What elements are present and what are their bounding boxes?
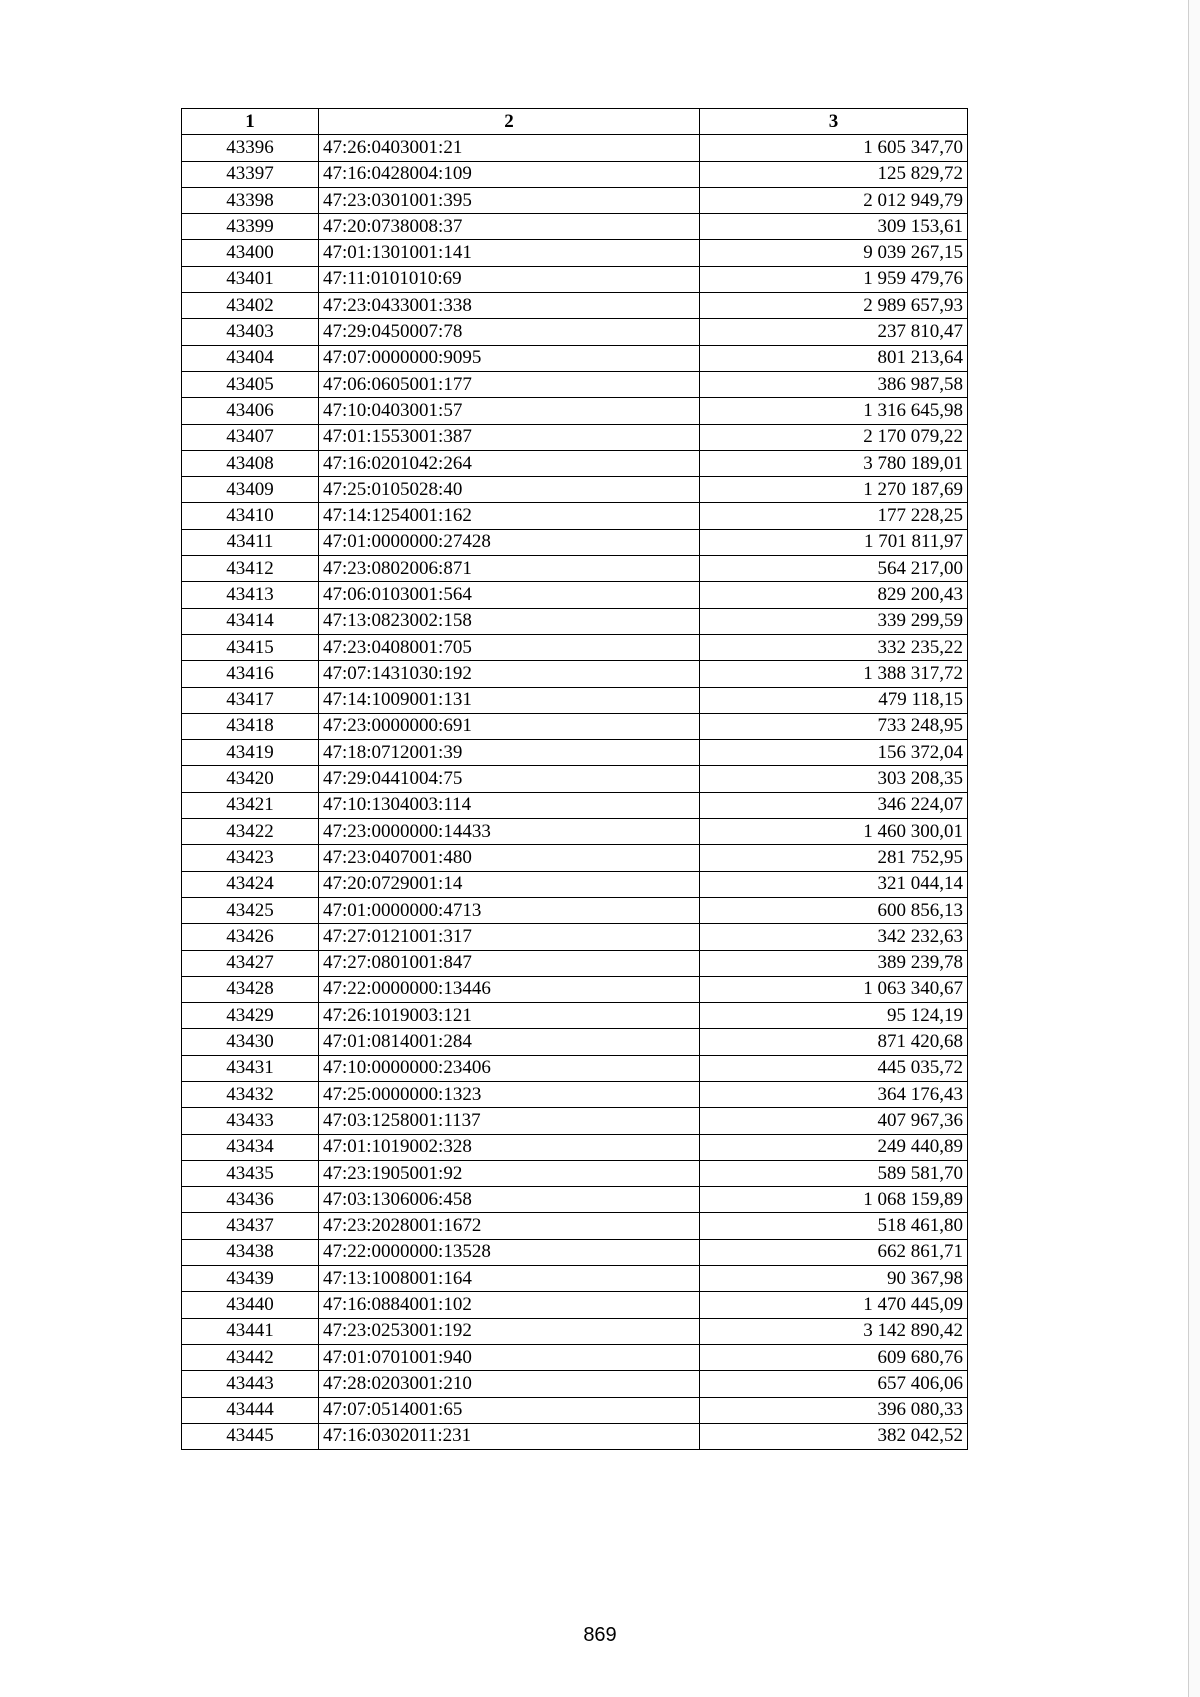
cadastral-value-cell: 2 012 949,79	[700, 187, 968, 213]
row-number-cell: 43432	[182, 1081, 319, 1107]
cadastral-number-cell: 47:23:0000000:691	[319, 713, 700, 739]
table-row	[182, 582, 968, 608]
cadastral-number-cell: 47:23:0408001:705	[319, 634, 700, 660]
table-row	[182, 477, 968, 503]
cadastral-value-cell: 600 856,13	[700, 897, 968, 923]
cadastral-value-cell: 829 200,43	[700, 582, 968, 608]
cadastral-value-cell: 309 153,61	[700, 214, 968, 240]
cadastral-value-cell: 9 039 267,15	[700, 240, 968, 266]
row-number-cell: 43433	[182, 1108, 319, 1134]
cadastral-value-cell: 871 420,68	[700, 1029, 968, 1055]
row-number-cell: 43399	[182, 214, 319, 240]
cadastral-value-cell: 342 232,63	[700, 924, 968, 950]
cadastral-number-cell: 47:10:0000000:23406	[319, 1055, 700, 1081]
cadastral-value-cell: 237 810,47	[700, 319, 968, 345]
cadastral-value-cell: 2 989 657,93	[700, 293, 968, 319]
row-number-cell: 43435	[182, 1160, 319, 1186]
table-row	[182, 740, 968, 766]
table-row	[182, 1055, 968, 1081]
cadastral-number-cell: 47:27:0121001:317	[319, 924, 700, 950]
cadastral-value-cell: 321 044,14	[700, 871, 968, 897]
cadastral-value-cell: 382 042,52	[700, 1423, 968, 1449]
row-number-cell: 43397	[182, 161, 319, 187]
table-row	[182, 871, 968, 897]
table-row	[182, 845, 968, 871]
row-number-cell: 43413	[182, 582, 319, 608]
row-number-cell: 43440	[182, 1292, 319, 1318]
table-body	[182, 135, 968, 1450]
cadastral-number-cell: 47:25:0105028:40	[319, 477, 700, 503]
page-edge	[1188, 0, 1200, 1697]
row-number-cell: 43419	[182, 740, 319, 766]
table-row	[182, 135, 968, 161]
row-number-cell: 43434	[182, 1134, 319, 1160]
table-row	[182, 1187, 968, 1213]
row-number-cell: 43396	[182, 135, 319, 161]
cadastral-value-cell: 801 213,64	[700, 345, 968, 371]
row-number-cell: 43443	[182, 1371, 319, 1397]
cadastral-value-cell: 1 270 187,69	[700, 477, 968, 503]
table-row	[182, 556, 968, 582]
cadastral-number-cell: 47:01:0000000:27428	[319, 529, 700, 555]
row-number-cell: 43439	[182, 1266, 319, 1292]
table-row	[182, 529, 968, 555]
table-row	[182, 1423, 968, 1449]
row-number-cell: 43411	[182, 529, 319, 555]
table-row	[182, 187, 968, 213]
cadastral-value-cell: 1 605 347,70	[700, 135, 968, 161]
row-number-cell: 43408	[182, 450, 319, 476]
table-row	[182, 661, 968, 687]
cadastral-number-cell: 47:29:0450007:78	[319, 319, 700, 345]
row-number-cell: 43403	[182, 319, 319, 345]
row-number-cell: 43416	[182, 661, 319, 687]
table-row	[182, 266, 968, 292]
row-number-cell: 43438	[182, 1239, 319, 1265]
row-number-cell: 43398	[182, 187, 319, 213]
table-row	[182, 424, 968, 450]
table-row	[182, 1029, 968, 1055]
table-row	[182, 766, 968, 792]
cadastral-value-cell: 3 142 890,42	[700, 1318, 968, 1344]
row-number-cell: 43401	[182, 266, 319, 292]
table-row	[182, 319, 968, 345]
row-number-cell: 43410	[182, 503, 319, 529]
cadastral-value-cell: 386 987,58	[700, 371, 968, 397]
table-row	[182, 1239, 968, 1265]
row-number-cell: 43445	[182, 1423, 319, 1449]
table-row	[182, 1344, 968, 1370]
cadastral-number-cell: 47:16:0428004:109	[319, 161, 700, 187]
cadastral-value-table	[181, 108, 968, 1450]
table-row	[182, 713, 968, 739]
row-number-cell: 43428	[182, 976, 319, 1002]
cadastral-number-cell: 47:03:1306006:458	[319, 1187, 700, 1213]
table-row	[182, 1213, 968, 1239]
table-row	[182, 687, 968, 713]
cadastral-number-cell: 47:27:0801001:847	[319, 950, 700, 976]
column-header-value: 3	[700, 109, 968, 135]
cadastral-value-cell: 156 372,04	[700, 740, 968, 766]
cadastral-number-cell: 47:01:1019002:328	[319, 1134, 700, 1160]
table-row	[182, 214, 968, 240]
cadastral-number-cell: 47:23:0253001:192	[319, 1318, 700, 1344]
row-number-cell: 43409	[182, 477, 319, 503]
cadastral-number-cell: 47:16:0302011:231	[319, 1423, 700, 1449]
table-row	[182, 398, 968, 424]
cadastral-value-cell: 1 063 340,67	[700, 976, 968, 1002]
row-number-cell: 43402	[182, 293, 319, 319]
row-number-cell: 43412	[182, 556, 319, 582]
cadastral-number-cell: 47:14:1254001:162	[319, 503, 700, 529]
cadastral-number-cell: 47:23:0301001:395	[319, 187, 700, 213]
row-number-cell: 43442	[182, 1344, 319, 1370]
row-number-cell: 43436	[182, 1187, 319, 1213]
table-row	[182, 1371, 968, 1397]
cadastral-value-cell: 339 299,59	[700, 608, 968, 634]
cadastral-value-cell: 589 581,70	[700, 1160, 968, 1186]
cadastral-number-cell: 47:20:0729001:14	[319, 871, 700, 897]
cadastral-number-cell: 47:16:0201042:264	[319, 450, 700, 476]
cadastral-number-cell: 47:01:1301001:141	[319, 240, 700, 266]
row-number-cell: 43431	[182, 1055, 319, 1081]
column-header-cadastral-number: 2	[319, 109, 700, 135]
cadastral-number-cell: 47:13:0823002:158	[319, 608, 700, 634]
cadastral-number-cell: 47:20:0738008:37	[319, 214, 700, 240]
cadastral-number-cell: 47:22:0000000:13446	[319, 976, 700, 1002]
cadastral-number-cell: 47:06:0605001:177	[319, 371, 700, 397]
table-row	[182, 1266, 968, 1292]
cadastral-number-cell: 47:07:0000000:9095	[319, 345, 700, 371]
row-number-cell: 43430	[182, 1029, 319, 1055]
cadastral-value-cell: 1 470 445,09	[700, 1292, 968, 1318]
cadastral-value-cell: 281 752,95	[700, 845, 968, 871]
table-row	[182, 1292, 968, 1318]
cadastral-number-cell: 47:29:0441004:75	[319, 766, 700, 792]
cadastral-value-cell: 2 170 079,22	[700, 424, 968, 450]
cadastral-number-cell: 47:23:0407001:480	[319, 845, 700, 871]
table-row	[182, 608, 968, 634]
row-number-cell: 43405	[182, 371, 319, 397]
row-number-cell: 43415	[182, 634, 319, 660]
cadastral-value-cell: 662 861,71	[700, 1239, 968, 1265]
cadastral-value-cell: 90 367,98	[700, 1266, 968, 1292]
row-number-cell: 43444	[182, 1397, 319, 1423]
table-row	[182, 1318, 968, 1344]
row-number-cell: 43421	[182, 792, 319, 818]
table-header-row	[182, 109, 968, 135]
row-number-cell: 43423	[182, 845, 319, 871]
cadastral-number-cell: 47:11:0101010:69	[319, 266, 700, 292]
cadastral-value-cell: 479 118,15	[700, 687, 968, 713]
cadastral-value-cell: 303 208,35	[700, 766, 968, 792]
table-row	[182, 345, 968, 371]
row-number-cell: 43400	[182, 240, 319, 266]
row-number-cell: 43406	[182, 398, 319, 424]
cadastral-value-cell: 609 680,76	[700, 1344, 968, 1370]
row-number-cell: 43417	[182, 687, 319, 713]
cadastral-value-cell: 1 388 317,72	[700, 661, 968, 687]
cadastral-number-cell: 47:01:1553001:387	[319, 424, 700, 450]
cadastral-number-cell: 47:10:0403001:57	[319, 398, 700, 424]
cadastral-number-cell: 47:06:0103001:564	[319, 582, 700, 608]
table-row	[182, 924, 968, 950]
cadastral-number-cell: 47:26:1019003:121	[319, 1003, 700, 1029]
column-header-number: 1	[182, 109, 319, 135]
cadastral-number-cell: 47:28:0203001:210	[319, 1371, 700, 1397]
cadastral-number-cell: 47:23:1905001:92	[319, 1160, 700, 1186]
cadastral-number-cell: 47:23:0000000:14433	[319, 819, 700, 845]
cadastral-value-cell: 396 080,33	[700, 1397, 968, 1423]
table-row	[182, 1160, 968, 1186]
cadastral-value-cell: 1 068 159,89	[700, 1187, 968, 1213]
table-row	[182, 976, 968, 1002]
row-number-cell: 43426	[182, 924, 319, 950]
cadastral-number-cell: 47:26:0403001:21	[319, 135, 700, 161]
table-row	[182, 1397, 968, 1423]
cadastral-number-cell: 47:23:0802006:871	[319, 556, 700, 582]
cadastral-value-cell: 3 780 189,01	[700, 450, 968, 476]
row-number-cell: 43429	[182, 1003, 319, 1029]
table-row	[182, 1081, 968, 1107]
cadastral-number-cell: 47:14:1009001:131	[319, 687, 700, 713]
cadastral-value-cell: 389 239,78	[700, 950, 968, 976]
cadastral-number-cell: 47:10:1304003:114	[319, 792, 700, 818]
row-number-cell: 43437	[182, 1213, 319, 1239]
cadastral-value-cell: 407 967,36	[700, 1108, 968, 1134]
table-row	[182, 371, 968, 397]
cadastral-number-cell: 47:01:0701001:940	[319, 1344, 700, 1370]
cadastral-number-cell: 47:07:0514001:65	[319, 1397, 700, 1423]
cadastral-number-cell: 47:07:1431030:192	[319, 661, 700, 687]
table-row	[182, 1134, 968, 1160]
cadastral-number-cell: 47:01:0814001:284	[319, 1029, 700, 1055]
row-number-cell: 43422	[182, 819, 319, 845]
cadastral-value-cell: 657 406,06	[700, 1371, 968, 1397]
cadastral-number-cell: 47:23:2028001:1672	[319, 1213, 700, 1239]
cadastral-number-cell: 47:13:1008001:164	[319, 1266, 700, 1292]
row-number-cell: 43420	[182, 766, 319, 792]
row-number-cell: 43404	[182, 345, 319, 371]
cadastral-value-cell: 1 316 645,98	[700, 398, 968, 424]
cadastral-number-cell: 47:01:0000000:4713	[319, 897, 700, 923]
cadastral-value-cell: 445 035,72	[700, 1055, 968, 1081]
cadastral-value-cell: 1 460 300,01	[700, 819, 968, 845]
cadastral-number-cell: 47:03:1258001:1137	[319, 1108, 700, 1134]
table-row	[182, 293, 968, 319]
row-number-cell: 43427	[182, 950, 319, 976]
row-number-cell: 43424	[182, 871, 319, 897]
cadastral-value-cell: 1 959 479,76	[700, 266, 968, 292]
cadastral-value-cell: 518 461,80	[700, 1213, 968, 1239]
cadastral-value-cell: 346 224,07	[700, 792, 968, 818]
table-row	[182, 450, 968, 476]
row-number-cell: 43418	[182, 713, 319, 739]
cadastral-value-cell: 1 701 811,97	[700, 529, 968, 555]
cadastral-number-cell: 47:23:0433001:338	[319, 293, 700, 319]
cadastral-value-cell: 332 235,22	[700, 634, 968, 660]
cadastral-value-cell: 125 829,72	[700, 161, 968, 187]
table-row	[182, 950, 968, 976]
row-number-cell: 43414	[182, 608, 319, 634]
cadastral-number-cell: 47:25:0000000:1323	[319, 1081, 700, 1107]
cadastral-number-cell: 47:22:0000000:13528	[319, 1239, 700, 1265]
table-row	[182, 792, 968, 818]
table-row	[182, 240, 968, 266]
table-row	[182, 161, 968, 187]
table-row	[182, 1108, 968, 1134]
cadastral-value-cell: 177 228,25	[700, 503, 968, 529]
table-row	[182, 819, 968, 845]
cadastral-number-cell: 47:18:0712001:39	[319, 740, 700, 766]
table-row	[182, 897, 968, 923]
table-row	[182, 634, 968, 660]
cadastral-value-cell: 733 248,95	[700, 713, 968, 739]
cadastral-value-cell: 95 124,19	[700, 1003, 968, 1029]
row-number-cell: 43407	[182, 424, 319, 450]
table-row	[182, 503, 968, 529]
page-number: 869	[583, 1624, 617, 1646]
cadastral-value-cell: 364 176,43	[700, 1081, 968, 1107]
cadastral-number-cell: 47:16:0884001:102	[319, 1292, 700, 1318]
table-row	[182, 1003, 968, 1029]
cadastral-value-cell: 564 217,00	[700, 556, 968, 582]
row-number-cell: 43441	[182, 1318, 319, 1344]
cadastral-value-cell: 249 440,89	[700, 1134, 968, 1160]
row-number-cell: 43425	[182, 897, 319, 923]
